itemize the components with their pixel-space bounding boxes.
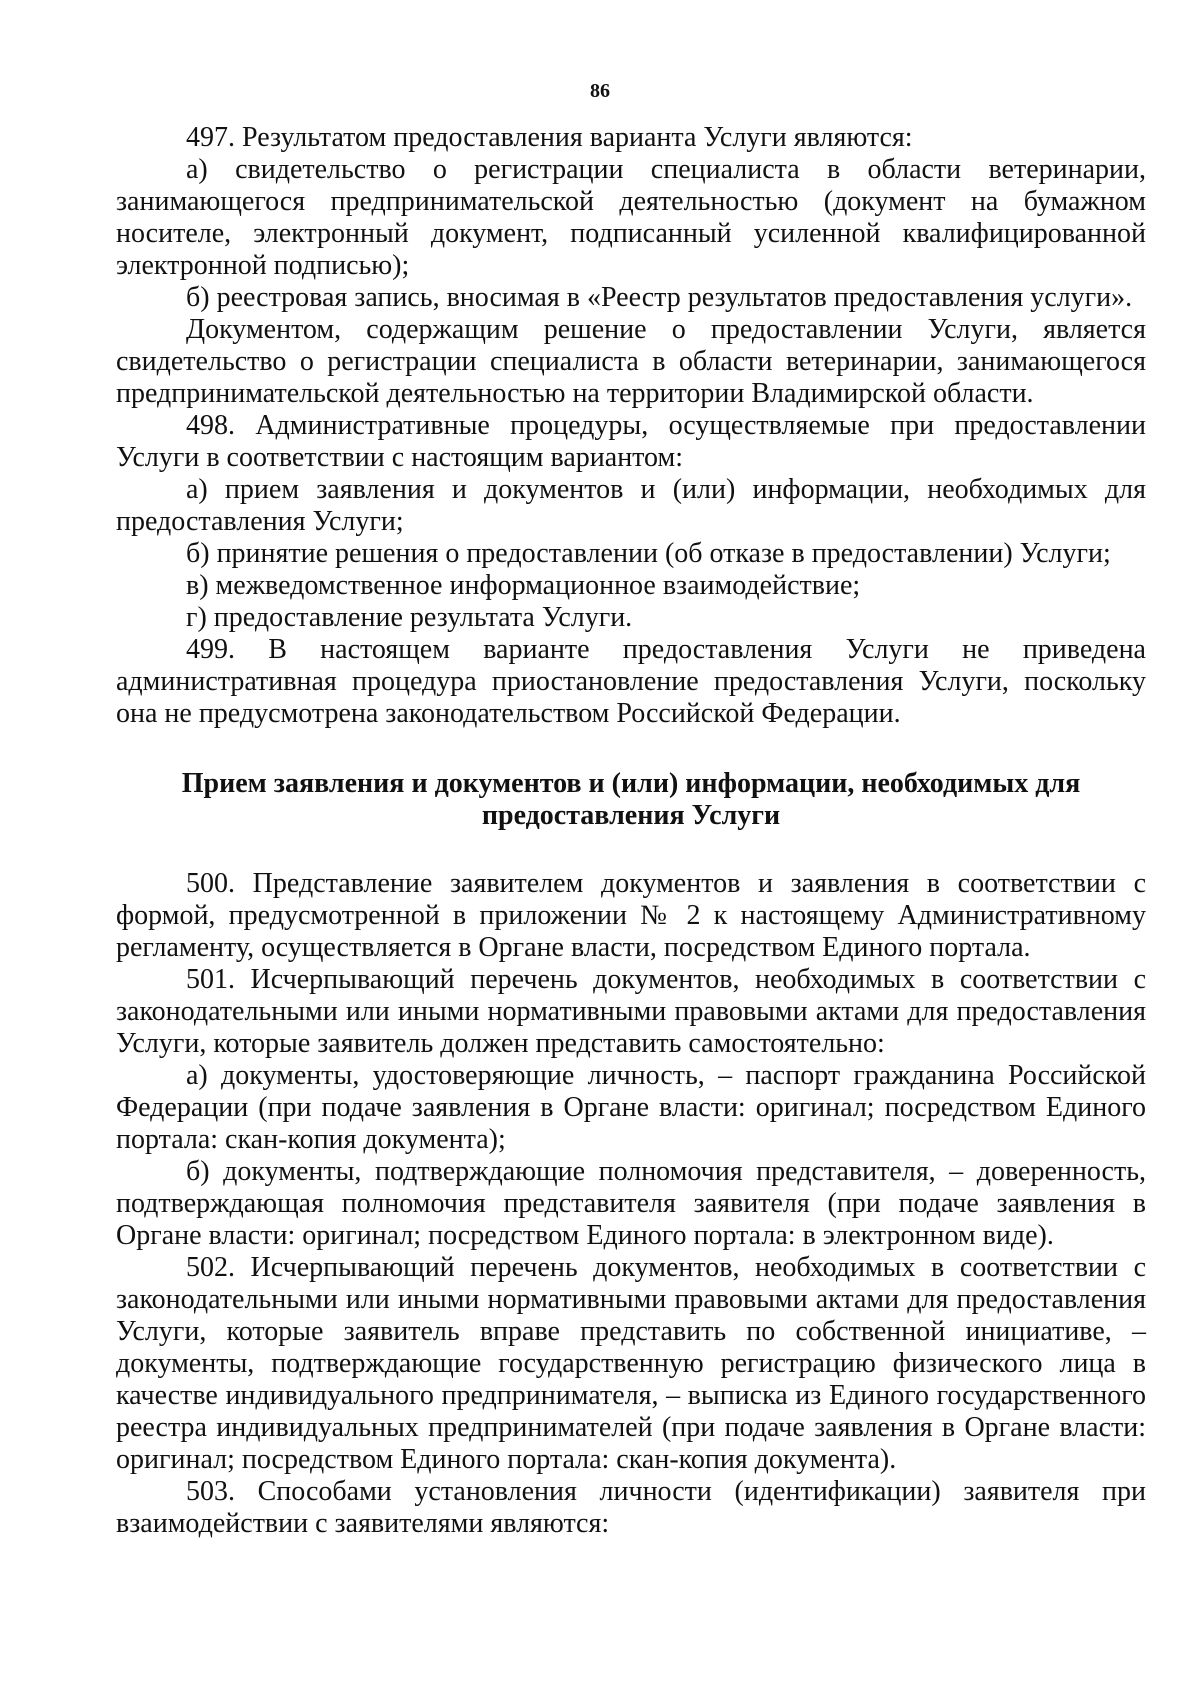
paragraph: б) документы, подтверждающие полномочия представителя, – доверенность, подтверждающая полномочия представителя заявителя (при подаче заявления в Органе власти: оригинал; посредством Единого портала: в электронном виде). <box>116 1156 1146 1251</box>
paragraph: б) принятие решения о предоставлении (об отказе в предоставлении) Услуги; <box>186 538 1111 569</box>
paragraph: 500. Представление заявителем документов и заявления в соответствии с формой, предусмотренной в приложении № 2 к настоящему Административному регламенту, осуществляется в Органе власти, посредством Единого портала. <box>116 868 1146 963</box>
paragraph: а) прием заявления и документов и (или) информации, необходимых для предоставления Услуги; <box>116 474 1146 537</box>
paragraph: г) предоставление результата Услуги. <box>186 602 633 633</box>
paragraph: 498. Административные процедуры, осуществляемые при предоставлении Услуги в соответствии с настоящим вариантом: <box>116 410 1146 473</box>
page-number: 86 <box>590 80 610 102</box>
paragraph: Документом, содержащим решение о предоставлении Услуги, является свидетельство о регистрации специалиста в области ветеринарии, занимающегося предпринимательской деятельностью на территории Владимирской области. <box>116 314 1146 409</box>
paragraph: 497. Результатом предоставления варианта Услуги являются: <box>186 122 913 153</box>
paragraph: 503. Способами установления личности (идентификации) заявителя при взаимодействии с заявителями являются: <box>116 1476 1146 1539</box>
document-body <box>116 122 1146 1540</box>
paragraph: в) межведомственное информационное взаимодействие; <box>186 570 861 601</box>
paragraph: 501. Исчерпывающий перечень документов, необходимых в соответствии с законодательными или иными нормативными правовыми актами для предоставления Услуги, которые заявитель должен представить самостоятельно: <box>116 964 1146 1059</box>
paragraph: а) документы, удостоверяющие личность, – паспорт гражданина Российской Федерации (при подаче заявления в Органе власти: оригинал; посредством Единого портала: скан-копия документа); <box>116 1060 1146 1155</box>
paragraph: б) реестровая запись, вносимая в «Реестр результатов предоставления услуги». <box>186 282 1133 313</box>
paragraph: а) свидетельство о регистрации специалиста в области ветеринарии, занимающегося предпринимательской деятельностью (документ на бумажном носителе, электронный документ, подписанный усиленной квалифицированной электронной подписью); <box>116 154 1146 281</box>
section-heading: Прием заявления и документов и (или) информации, необходимых для предоставления Услуги <box>181 768 1081 831</box>
paragraph: 499. В настоящем варианте предоставления Услуги не приведена административная процедура приостановление предоставления Услуги, поскольку она не предусмотрена законодательством Российской Федерации. <box>116 634 1146 729</box>
paragraph: 502. Исчерпывающий перечень документов, необходимых в соответствии с законодательными или иными нормативными правовыми актами для предоставления Услуги, которые заявитель вправе представить по собственной инициативе, – документы, подтверждающие государственную регистрацию физического лица в качестве индивидуального предпринимателя, – выписка из Единого государственного реестра индивидуальных предпринимателей (при подаче заявления в Органе власти: оригинал; посредством Единого портала: скан-копия документа). <box>116 1252 1146 1475</box>
